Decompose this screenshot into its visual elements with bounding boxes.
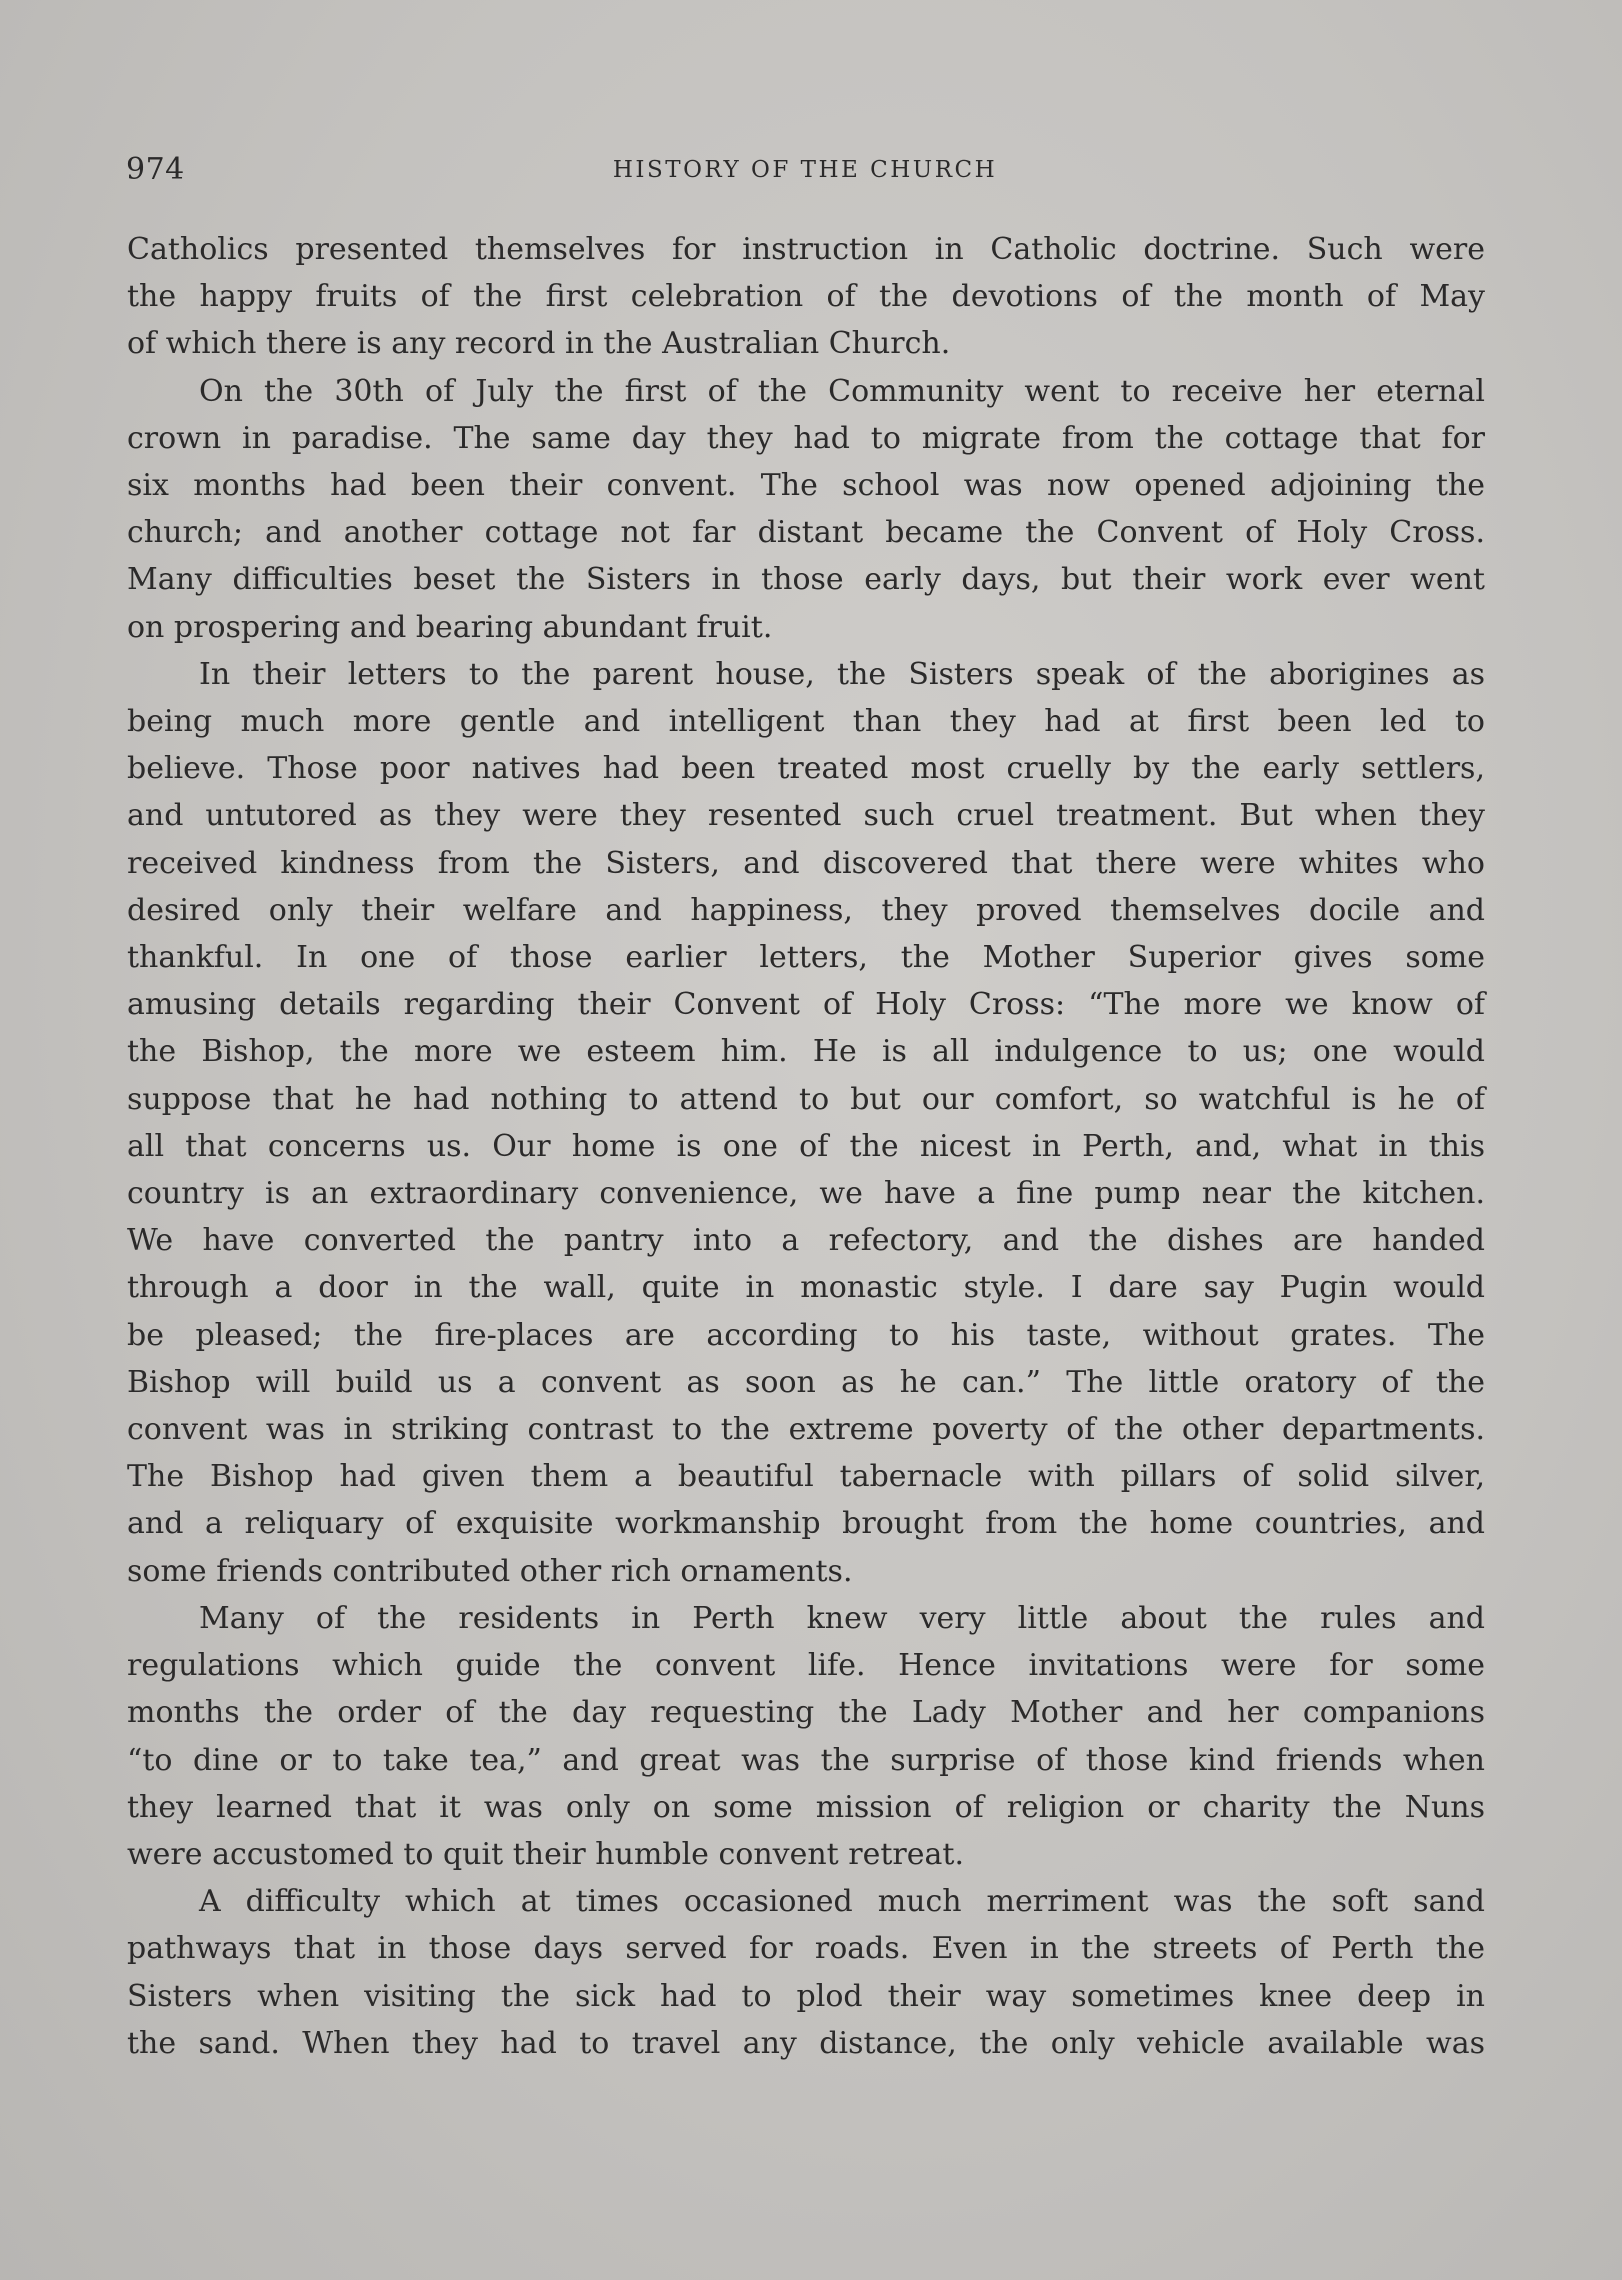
- paragraph: [127, 651, 1485, 1595]
- text-line: and untutored as they were they resented such cruel treatment. But when they: [127, 798, 1485, 834]
- text-line: Bishop will build us a convent as soon as he can.” The little oratory of the: [127, 1364, 1485, 1400]
- text-line: thankful. In one of those earlier letters, the Mother Superior gives some: [127, 940, 1485, 976]
- body-text: [127, 226, 1485, 2067]
- text-line: they learned that it was only on some mission of religion or charity the Nuns: [127, 1789, 1485, 1825]
- text-line: In their letters to the parent house, the Sisters speak of the aborigines as: [199, 656, 1485, 692]
- text-line: Catholics presented themselves for instruction in Catholic doctrine. Such were: [127, 232, 1485, 267]
- text-line: believe. Those poor natives had been treated most cruelly by the early settlers,: [127, 751, 1485, 787]
- text-line: were accustomed to quit their humble convent retreat.: [127, 1836, 964, 1872]
- text-line: The Bishop had given them a beautiful tabernacle with pillars of solid silver,: [127, 1459, 1485, 1495]
- text-line: Many difficulties beset the Sisters in those early days, but their work ever went: [127, 562, 1485, 598]
- text-line: amusing details regarding their Convent of Holy Cross: “The more we know of: [127, 987, 1485, 1023]
- running-head: HISTORY OF THE CHURCH: [612, 157, 998, 183]
- text-line: being much more gentle and intelligent than they had at first been led to: [127, 704, 1485, 740]
- text-line: We have converted the pantry into a refectory, and the dishes are handed: [127, 1223, 1485, 1259]
- text-line: convent was in striking contrast to the extreme poverty of the other departments.: [127, 1412, 1485, 1448]
- text-line: six months had been their convent. The school was now opened adjoining the: [127, 468, 1485, 504]
- text-line: be pleased; the fire-places are according to his taste, without grates. The: [127, 1317, 1485, 1353]
- page-header: [126, 152, 1484, 192]
- text-line: on prospering and bearing abundant fruit.: [127, 609, 773, 645]
- text-line: suppose that he had nothing to attend to but our comfort, so watchful is he of: [127, 1081, 1485, 1117]
- text-line: regulations which guide the convent life. Hence invitations were for some: [127, 1648, 1485, 1684]
- text-line: church; and another cottage not far distant became the Convent of Holy Cross.: [127, 515, 1485, 551]
- text-line: Sisters when visiting the sick had to plod their way sometimes knee deep in: [127, 1978, 1485, 2014]
- text-line: and a reliquary of exquisite workmanship brought from the home countries, and: [127, 1506, 1485, 1542]
- text-line: through a door in the wall, quite in monastic style. I dare say Pugin would: [127, 1270, 1485, 1306]
- text-line: “to dine or to take tea,” and great was the surprise of those kind friends when: [127, 1742, 1485, 1778]
- text-line: the happy fruits of the first celebration of the devotions of the month of May: [127, 279, 1485, 315]
- text-line: received kindness from the Sisters, and discovered that there were whites who: [127, 845, 1485, 881]
- text-line: all that concerns us. Our home is one of the nicest in Perth, and, what in this: [127, 1128, 1485, 1164]
- text-line: some friends contributed other rich ornaments.: [127, 1553, 853, 1589]
- text-line: the Bishop, the more we esteem him. He is all indulgence to us; one would: [127, 1034, 1485, 1070]
- text-line: of which there is any record in the Australian Church.: [127, 326, 951, 362]
- paragraph: [127, 1595, 1485, 1878]
- text-line: crown in paradise. The same day they had to migrate from the cottage that for: [127, 420, 1485, 456]
- text-line: country is an extraordinary convenience, we have a fine pump near the kitchen.: [127, 1176, 1485, 1212]
- text-line: On the 30th of July the first of the Community went to receive her eternal: [199, 373, 1485, 409]
- text-line: A difficulty which at times occasioned much merriment was the soft sand: [199, 1884, 1485, 1920]
- text-line: the sand. When they had to travel any distance, the only vehicle available was: [127, 2025, 1485, 2061]
- text-line: pathways that in those days served for roads. Even in the streets of Perth the: [127, 1931, 1485, 1967]
- paragraph: [127, 1878, 1485, 2067]
- paragraph: [127, 368, 1485, 651]
- text-line: months the order of the day requesting the Lady Mother and her companions: [127, 1695, 1485, 1731]
- page-number: 974: [126, 152, 185, 187]
- text-line: Many of the residents in Perth knew very little about the rules and: [199, 1600, 1485, 1636]
- text-line: desired only their welfare and happiness, they proved themselves docile and: [127, 892, 1485, 928]
- paragraph: [127, 226, 1485, 368]
